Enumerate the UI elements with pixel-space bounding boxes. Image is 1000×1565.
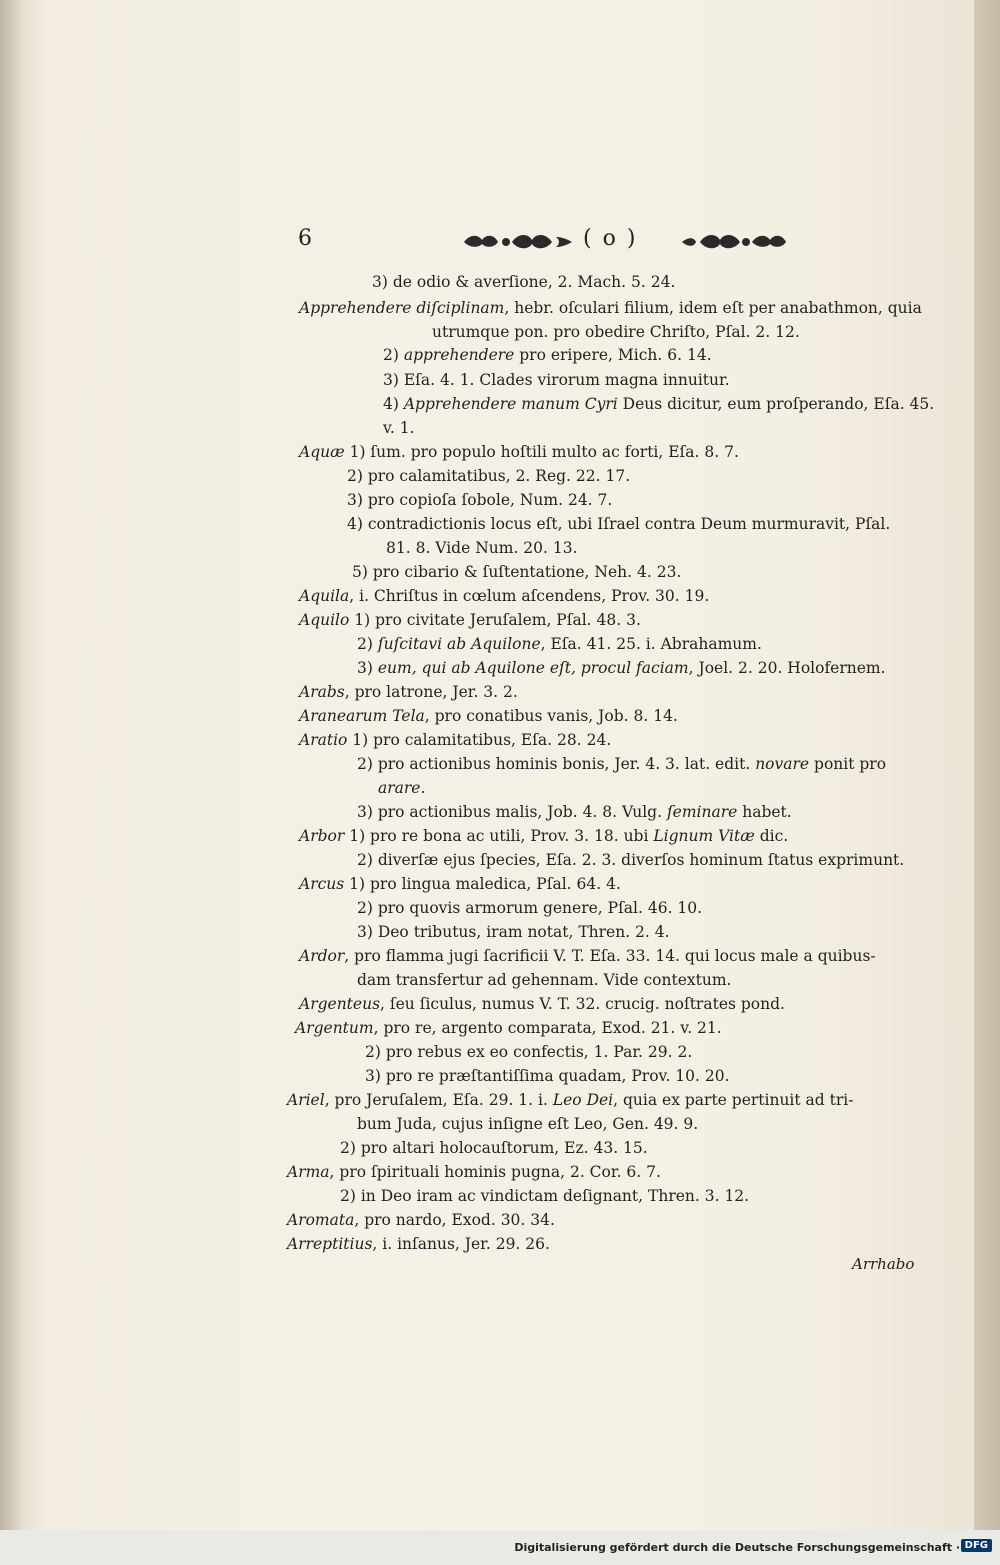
entry-text: v. 1. — [383, 419, 415, 437]
entry-line — [365, 1042, 692, 1062]
entry-text: 1) ſum. pro populo hoſtili multo ac forti, Eſa. 8. 7. — [344, 443, 739, 461]
entry-headword: Aquæ — [299, 443, 345, 461]
entry-line — [357, 1114, 698, 1134]
entry-headword: Ardor — [299, 947, 345, 965]
entry-line — [299, 826, 788, 846]
entry-text: , ſeu ſiculus, numus V. T. 32. crucig. noſtrates pond. — [380, 995, 785, 1013]
ornament-left-icon — [460, 231, 575, 253]
entry-text: 2) — [357, 635, 378, 653]
entry-line — [386, 538, 578, 558]
entry-headword: Leo Dei — [552, 1091, 614, 1109]
entry-text: 1) pro lingua maledica, Pſal. 64. 4. — [344, 875, 621, 893]
entry-line — [299, 730, 611, 750]
catchword: Arrhabo — [852, 1255, 915, 1273]
entry-line — [299, 442, 739, 462]
entry-text: , pro conatibus vanis, Job. 8. 14. — [424, 707, 678, 725]
entry-line — [299, 946, 876, 966]
entry-headword: ſeminare — [666, 803, 738, 821]
entry-text: , i. Chriſtus in cœlum aſcendens, Prov. 30. 19. — [349, 587, 710, 605]
entry-text: , hebr. oſculari filium, idem eſt per anabathmon, quia — [504, 299, 922, 317]
entry-line — [357, 922, 670, 942]
entry-text: pro eripere, Mich. 6. 14. — [514, 346, 712, 364]
entry-line — [340, 1186, 749, 1206]
entry-text: 81. 8. Vide Num. 20. 13. — [386, 539, 578, 557]
entry-text: 3) pro actionibus malis, Job. 4. 8. Vulg. — [357, 803, 667, 821]
entry-line — [347, 514, 890, 534]
book-gutter — [0, 0, 44, 1565]
entry-text: 2) — [383, 346, 404, 364]
entry-text: Deus dicitur, eum proſperando, Eſa. 45. — [617, 395, 935, 413]
entry-line — [383, 370, 730, 390]
entry-line — [340, 1138, 648, 1158]
entry-text: , pro latrone, Jer. 3. 2. — [344, 683, 518, 701]
entry-text: 4) — [383, 395, 404, 413]
entry-line — [347, 466, 630, 486]
entry-text: 2) pro calamitatibus, 2. Reg. 22. 17. — [347, 467, 631, 485]
entry-text: , pro nardo, Exod. 30. 34. — [354, 1211, 555, 1229]
entry-headword: Arbor — [299, 827, 345, 845]
entry-headword: novare — [755, 755, 810, 773]
entry-headword: Aromata — [287, 1211, 355, 1229]
entry-line — [299, 298, 922, 318]
entry-text: 2) diverſæ ejus ſpecies, Eſa. 2. 3. diverſos hominum ſtatus exprimunt. — [357, 851, 905, 869]
entry-text: , pro Jeruſalem, Eſa. 29. 1. i. — [324, 1091, 553, 1109]
entry-line — [357, 802, 792, 822]
entry-text: , pro re, argento comparata, Exod. 21. v. 21. — [373, 1019, 722, 1037]
entry-headword: Apprehendere manum Cyri — [403, 395, 618, 413]
entry-line — [432, 322, 800, 342]
entry-headword: eum, qui ab Aquilone eſt, procul faciam — [377, 659, 689, 677]
entry-text: dam transfertur ad gehennam. Vide contextum. — [357, 971, 732, 989]
entry-headword: Ariel — [287, 1091, 325, 1109]
entry-line — [295, 1018, 722, 1038]
entry-headword: Arcus — [299, 875, 345, 893]
entry-text: 2) pro rebus ex eo confectis, 1. Par. 29. 2. — [365, 1043, 693, 1061]
dfg-logo: DFG — [961, 1539, 992, 1552]
entry-text: 2) pro altari holocauſtorum, Ez. 43. 15. — [340, 1139, 648, 1157]
entry-text: 3) Eſa. 4. 1. Clades virorum magna innuitur. — [383, 371, 730, 389]
entry-line — [372, 272, 675, 292]
entry-headword: arare — [378, 779, 421, 797]
entry-line — [357, 898, 702, 918]
ornament-right-icon — [680, 231, 790, 253]
entry-line — [299, 874, 621, 894]
entry-text: bum Juda, cujus inſigne eſt Leo, Gen. 49. 9. — [357, 1115, 699, 1133]
entry-text: , quia ex parte pertinuit ad tri- — [613, 1091, 854, 1109]
entry-text: , Joel. 2. 20. Holofernem. — [688, 659, 886, 677]
entry-text: 3) pro copioſa ſobole, Num. 24. 7. — [347, 491, 613, 509]
entry-headword: Arma — [287, 1163, 330, 1181]
entry-headword: Argenteus — [299, 995, 381, 1013]
entry-text: , pro flamma jugi ſacrificii V. T. Eſa. 33. 14. qui locus male a quibus- — [344, 947, 876, 965]
entry-text: habet. — [737, 803, 792, 821]
entry-line — [347, 490, 612, 510]
entry-headword: Aquilo — [299, 611, 350, 629]
entry-line — [357, 970, 731, 990]
entry-text: 5) pro cibario & ſuſtentatione, Neh. 4. 23. — [352, 563, 682, 581]
entry-headword: Argentum — [295, 1019, 374, 1037]
entry-text: , Eſa. 41. 25. i. Abrahamum. — [540, 635, 762, 653]
entry-line — [299, 586, 709, 606]
page-edge — [974, 0, 1000, 1530]
entry-text: 3) de odio & averſione, 2. Mach. 5. 24. — [372, 273, 676, 291]
entry-text: 2) in Deo iram ac vindictam deſignant, Thren. 3. 12. — [340, 1187, 750, 1205]
entry-line — [352, 562, 681, 582]
page-number: 6 — [298, 226, 312, 251]
entry-headword: Arreptitius — [287, 1235, 373, 1253]
entry-text: 1) pro civitate Jeruſalem, Pſal. 48. 3. — [349, 611, 641, 629]
entry-text: 3) — [357, 659, 378, 677]
entry-text: 2) pro actionibus hominis bonis, Jer. 4. 3. lat. edit. — [357, 755, 756, 773]
entry-headword: ſuſcitavi ab Aquilone — [377, 635, 541, 653]
entry-line — [365, 1066, 730, 1086]
entry-line — [383, 345, 712, 365]
entry-headword: apprehendere — [403, 346, 515, 364]
entry-text: . — [420, 779, 426, 797]
entry-line — [383, 418, 415, 438]
entry-text: 1) pro calamitatibus, Eſa. 28. 24. — [347, 731, 612, 749]
entry-line — [287, 1210, 555, 1230]
entry-headword: Apprehendere diſciplinam — [299, 299, 505, 317]
entry-line — [299, 610, 641, 630]
entry-line — [383, 394, 934, 414]
entry-headword: Aquila — [299, 587, 350, 605]
entry-text: 4) contradictionis locus eſt, ubi Iſrael contra Deum murmuravit, Pſal. — [347, 515, 891, 533]
entry-line — [287, 1162, 661, 1182]
entry-text: 3) Deo tributus, iram notat, Thren. 2. 4. — [357, 923, 670, 941]
entry-line — [299, 994, 785, 1014]
entry-line — [299, 706, 678, 726]
entry-line — [357, 634, 762, 654]
funding-notice: Digitalisierung gefördert durch die Deutsche Forschungsgemeinschaft · — [514, 1541, 960, 1554]
running-header: ( o ) — [583, 226, 638, 251]
entry-line — [357, 658, 886, 678]
entry-line — [378, 778, 425, 798]
entry-headword: Aratio — [299, 731, 348, 749]
entry-text: 2) pro quovis armorum genere, Pſal. 46. 10. — [357, 899, 703, 917]
entry-text: 3) pro re præſtantiſſima quadam, Prov. 10. 20. — [365, 1067, 730, 1085]
entry-line — [357, 754, 886, 774]
entry-headword: Aranearum Tela — [299, 707, 425, 725]
entry-line — [299, 682, 518, 702]
entry-text: utrumque pon. pro obedire Chriſto, Pſal. 2. 12. — [432, 323, 800, 341]
entry-text: , i. inſanus, Jer. 29. 26. — [372, 1235, 550, 1253]
entry-text: , pro ſpirituali hominis pugna, 2. Cor. 6. 7. — [329, 1163, 661, 1181]
entry-text: dic. — [754, 827, 789, 845]
entry-text: 1) pro re bona ac utili, Prov. 3. 18. ubi — [344, 827, 654, 845]
entry-line — [357, 850, 904, 870]
entry-line — [287, 1234, 550, 1254]
entry-line — [287, 1090, 853, 1110]
entry-headword: Arabs — [299, 683, 345, 701]
entry-text: ponit pro — [809, 755, 887, 773]
entry-headword: Lignum Vitæ — [653, 827, 755, 845]
